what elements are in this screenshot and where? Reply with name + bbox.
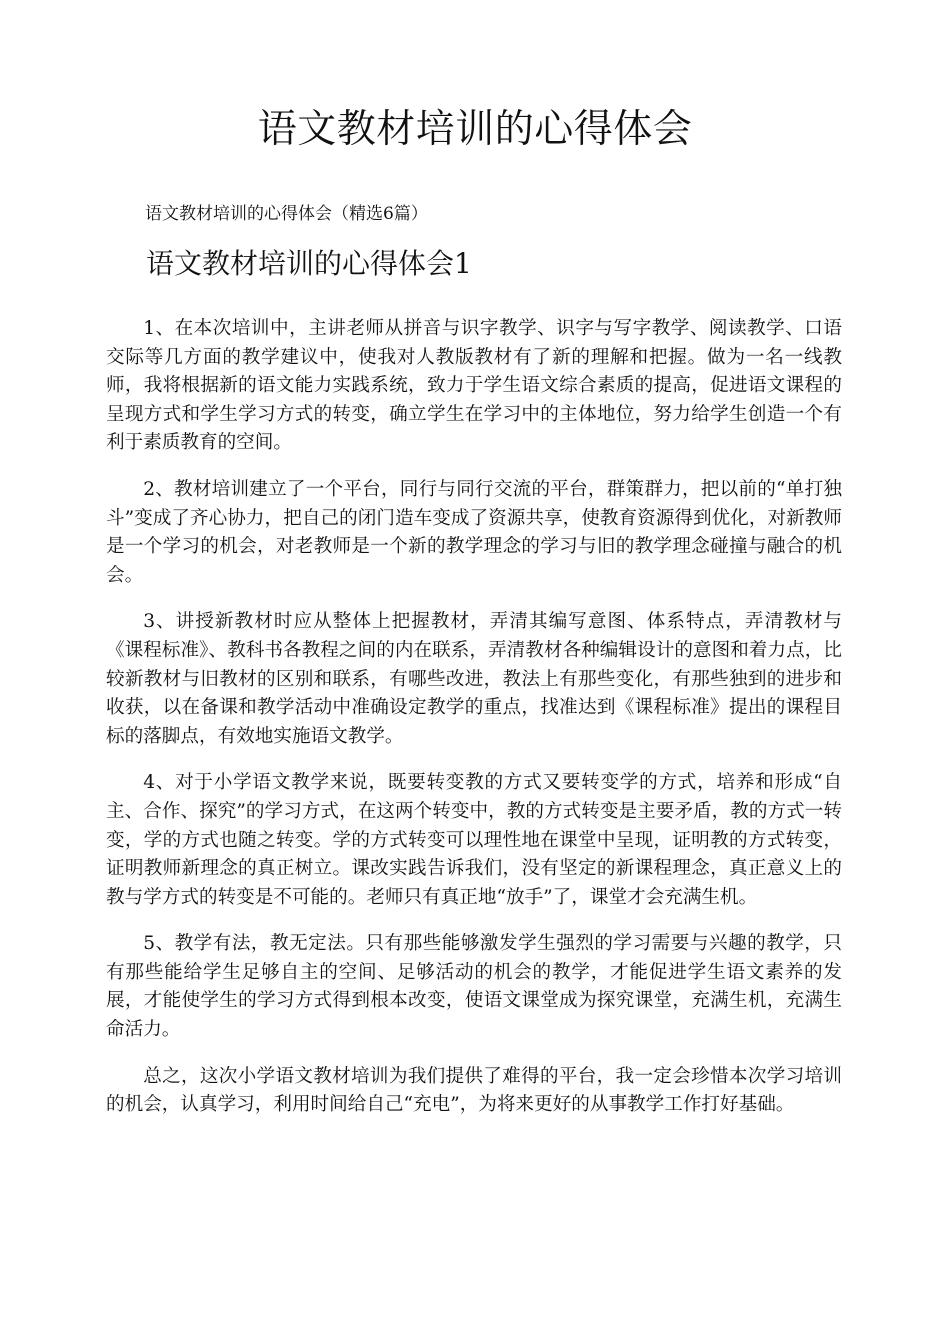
paragraph-2: 2、教材培训建立了一个平台，同行与同行交流的平台，群策群力，把以前的“单打独斗”变成了齐心协力，把自己的闭门造车变成了资源共享，使教育资源得到优化，对新教师是一个学习的机会，对老教师是一个新的教学理念的学习与旧的教学理念碰撞与融合的机会。: [106, 478, 842, 586]
paragraph-4: 4、对于小学语文教学来说，既要转变教的方式又要转变学的方式，培养和形成“自主、合作、探究”的学习方式，在这两个转变中，教的方式转变是主要矛盾，教的方式一转变，学的方式也随之转变。学的方式转变可以理性地在课堂中呈现，证明教的方式转变，证明教师新理念的真正树立。课改实践告诉我们，没有坚定的新课程理念，真正意义上的教与学方式的转变是不可能的。老师只有真正地“放手”了，课堂才会充满生机。: [106, 772, 842, 908]
section-heading: 语文教材培训的心得体会1: [146, 247, 472, 280]
paragraph-1: 1、在本次培训中，主讲老师从拼音与识字教学、识字与写字教学、阅读教学、口语交际等几方面的教学建议中，使我对人教版教材有了新的理解和把握。做为一名一线教师，我将根据新的语文能力实践系统，致力于学生语文综合素质的提高，促进语文课程的呈现方式和学生学习方式的转变，确立学生在学习中的主体地位，努力给学生创造一个有利于素质教育的空间。: [106, 318, 842, 454]
paragraph-5: 5、教学有法，教无定法。只有那些能够激发学生强烈的学习需要与兴趣的教学，只有那些能给学生足够自主的空间、足够活动的机会的教学，才能促进学生语文素养的发展，才能使学生的学习方式得到根本改变，使语文课堂成为探究课堂，充满生机，充满生命活力。: [106, 933, 842, 1041]
document-title: 语文教材培训的心得体会: [257, 107, 693, 152]
document-subtitle: 语文教材培训的心得体会（精选6篇）: [145, 204, 428, 224]
paragraph-conclusion: 总之，这次小学语文教材培训为我们提供了难得的平台，我一定会珍惜本次学习培训的机会，认真学习，利用时间给自己“充电”，为将来更好的从事教学工作打好基础。: [106, 1065, 842, 1116]
document-body: [106, 315, 842, 1138]
paragraph-3: 3、讲授新教材时应从整体上把握教材，弄清其编写意图、体系特点，弄清教材与《课程标准》、教科书各教程之间的内在联系，弄清教材各种编辑设计的意图和着力点，比较新教材与旧教材的区别和联系，有哪些改进，教法上有那些变化，有那些独到的进步和收获，以在备课和教学活动中准确设定教学的重点，找准达到《课程标准》提出的课程目标的落脚点，有效地实施语文教学。: [106, 611, 842, 747]
